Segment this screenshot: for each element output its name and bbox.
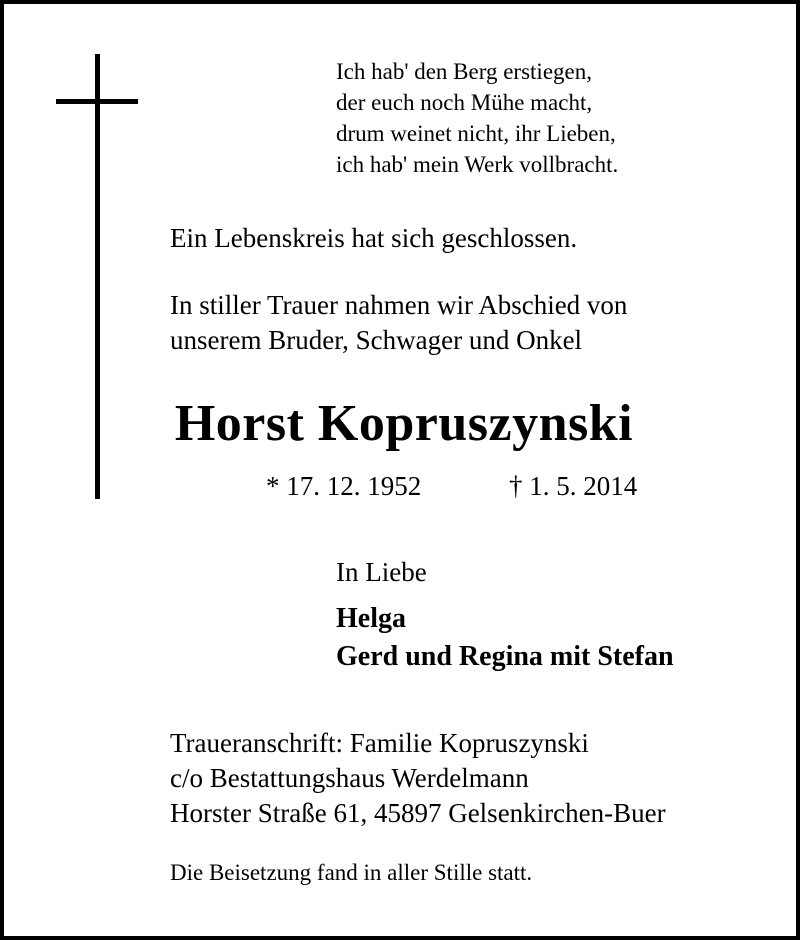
address-line: Horster Straße 61, 45897 Gelsenkirchen-Buer — [170, 798, 666, 828]
poem-line: der euch noch Mühe macht, — [336, 90, 593, 115]
intro-text: Ein Lebenskreis hat sich geschlossen. — [170, 223, 578, 253]
address-line: Traueranschrift: Familie Kopruszynski — [170, 728, 589, 758]
mourner-line: Helga — [336, 603, 406, 634]
poem-line: Ich hab' den Berg erstiegen, — [336, 59, 592, 84]
birth-date: * 17. 12. 1952 — [266, 471, 422, 501]
cross-horizontal-bar — [56, 99, 138, 104]
mourners — [336, 600, 674, 676]
mourner-line: Gerd und Regina mit Stefan — [336, 641, 674, 672]
farewell-line: In stiller Trauer nahmen wir Abschied von — [170, 290, 628, 320]
mourning-address — [170, 726, 666, 831]
burial-notice: Die Beisetzung fand in aller Stille statt. — [170, 860, 533, 885]
closing-text: In Liebe — [336, 557, 427, 587]
poem — [336, 56, 618, 180]
death-date: † 1. 5. 2014 — [509, 471, 638, 501]
poem-line: drum weinet nicht, ihr Lieben, — [336, 121, 616, 146]
farewell-text — [170, 288, 627, 358]
poem-line: ich hab' mein Werk vollbracht. — [336, 152, 619, 177]
address-line: c/o Bestattungshaus Werdelmann — [170, 763, 529, 793]
farewell-line: unserem Bruder, Schwager und Onkel — [170, 325, 583, 355]
deceased-name: Horst Kopruszynski — [174, 395, 634, 452]
